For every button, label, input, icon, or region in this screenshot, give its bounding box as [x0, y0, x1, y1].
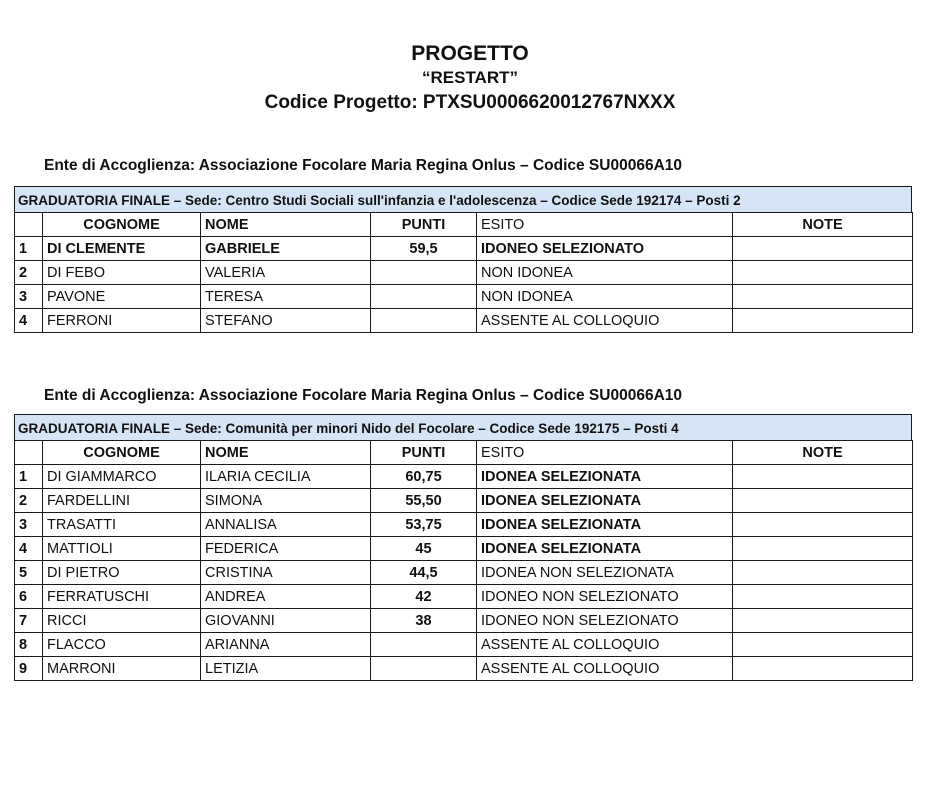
col-index-header: [15, 441, 43, 465]
row-index: 3: [15, 513, 43, 537]
ranking-banner-2: GRADUATORIA FINALE – Sede: Comunità per minori Nido del Focolare – Codice Sede 192175 – Posti 4: [14, 414, 912, 441]
cell-cognome: DI FEBO: [43, 261, 201, 285]
row-index: 7: [15, 609, 43, 633]
table-row: [15, 561, 913, 585]
cell-nome: VALERIA: [201, 261, 371, 285]
cell-punti: 45: [371, 537, 477, 561]
cell-note: [733, 309, 913, 333]
cell-esito: IDONEO NON SELEZIONATO: [477, 609, 733, 633]
cell-esito: IDONEA SELEZIONATA: [477, 537, 733, 561]
cell-esito: IDONEO NON SELEZIONATO: [477, 585, 733, 609]
row-index: 2: [15, 261, 43, 285]
cell-nome: STEFANO: [201, 309, 371, 333]
cell-punti: [371, 309, 477, 333]
cell-punti: 55,50: [371, 489, 477, 513]
table-row: [15, 465, 913, 489]
table-row: [15, 657, 913, 681]
cell-cognome: DI PIETRO: [43, 561, 201, 585]
col-note-header: NOTE: [733, 441, 913, 465]
cell-nome: GABRIELE: [201, 237, 371, 261]
cell-esito: IDONEA NON SELEZIONATA: [477, 561, 733, 585]
cell-note: [733, 513, 913, 537]
row-index: 9: [15, 657, 43, 681]
cell-cognome: FARDELLINI: [43, 489, 201, 513]
cell-punti: [371, 261, 477, 285]
cell-punti: 59,5: [371, 237, 477, 261]
cell-cognome: DI CLEMENTE: [43, 237, 201, 261]
col-esito-header: ESITO: [477, 213, 733, 237]
col-punti-header: PUNTI: [371, 441, 477, 465]
cell-nome: ANDREA: [201, 585, 371, 609]
cell-note: [733, 261, 913, 285]
cell-note: [733, 489, 913, 513]
cell-cognome: PAVONE: [43, 285, 201, 309]
table-row: [15, 309, 913, 333]
table-row: [15, 513, 913, 537]
cell-cognome: TRASATTI: [43, 513, 201, 537]
table-row: [15, 237, 913, 261]
cell-esito: NON IDONEA: [477, 261, 733, 285]
cell-note: [733, 465, 913, 489]
cell-punti: [371, 633, 477, 657]
cell-nome: CRISTINA: [201, 561, 371, 585]
table-row: [15, 489, 913, 513]
cell-punti: 44,5: [371, 561, 477, 585]
col-cognome-header: COGNOME: [43, 213, 201, 237]
cell-esito: IDONEA SELEZIONATA: [477, 489, 733, 513]
ranking-table-1: [14, 212, 913, 333]
cell-esito: ASSENTE AL COLLOQUIO: [477, 657, 733, 681]
ranking-banner-1: GRADUATORIA FINALE – Sede: Centro Studi Sociali sull'infanzia e l'adolescenza – Codice Sede 192174 – Posti 2: [14, 186, 912, 213]
table-row: [15, 261, 913, 285]
cell-cognome: FLACCO: [43, 633, 201, 657]
cell-note: [733, 561, 913, 585]
cell-note: [733, 285, 913, 309]
project-code: Codice Progetto: PTXSU0006620012767NXXX: [264, 92, 676, 113]
col-punti-header: PUNTI: [371, 213, 477, 237]
row-index: 1: [15, 237, 43, 261]
table-header-row: [15, 441, 913, 465]
row-index: 3: [15, 285, 43, 309]
project-name: “RESTART”: [421, 68, 518, 87]
cell-punti: 38: [371, 609, 477, 633]
row-index: 4: [15, 537, 43, 561]
row-index: 1: [15, 465, 43, 489]
cell-esito: ASSENTE AL COLLOQUIO: [477, 309, 733, 333]
cell-esito: NON IDONEA: [477, 285, 733, 309]
cell-nome: SIMONA: [201, 489, 371, 513]
col-nome-header: NOME: [201, 213, 371, 237]
cell-esito: IDONEO SELEZIONATO: [477, 237, 733, 261]
cell-esito: IDONEA SELEZIONATA: [477, 465, 733, 489]
row-index: 2: [15, 489, 43, 513]
table-row: [15, 585, 913, 609]
cell-note: [733, 609, 913, 633]
col-note-header: NOTE: [733, 213, 913, 237]
col-esito-header: ESITO: [477, 441, 733, 465]
ente-heading-2: Ente di Accoglienza: Associazione Focolare Maria Regina Onlus – Codice SU00066A10: [44, 387, 682, 404]
cell-punti: [371, 285, 477, 309]
ranking-table-2: [14, 440, 913, 681]
cell-punti: 53,75: [371, 513, 477, 537]
cell-cognome: DI GIAMMARCO: [43, 465, 201, 489]
cell-nome: ARIANNA: [201, 633, 371, 657]
table-row: [15, 633, 913, 657]
cell-cognome: RICCI: [43, 609, 201, 633]
cell-note: [733, 537, 913, 561]
row-index: 4: [15, 309, 43, 333]
cell-note: [733, 657, 913, 681]
cell-nome: GIOVANNI: [201, 609, 371, 633]
cell-note: [733, 633, 913, 657]
cell-note: [733, 585, 913, 609]
table-row: [15, 537, 913, 561]
cell-nome: TERESA: [201, 285, 371, 309]
cell-cognome: MATTIOLI: [43, 537, 201, 561]
cell-punti: 42: [371, 585, 477, 609]
cell-cognome: FERRONI: [43, 309, 201, 333]
cell-punti: 60,75: [371, 465, 477, 489]
col-index-header: [15, 213, 43, 237]
cell-esito: ASSENTE AL COLLOQUIO: [477, 633, 733, 657]
col-nome-header: NOME: [201, 441, 371, 465]
document-title: PROGETTO: [411, 42, 529, 65]
ente-heading-1: Ente di Accoglienza: Associazione Focolare Maria Regina Onlus – Codice SU00066A10: [44, 157, 682, 174]
table-header-row: [15, 213, 913, 237]
cell-cognome: FERRATUSCHI: [43, 585, 201, 609]
row-index: 6: [15, 585, 43, 609]
cell-cognome: MARRONI: [43, 657, 201, 681]
row-index: 8: [15, 633, 43, 657]
cell-note: [733, 237, 913, 261]
table-row: [15, 285, 913, 309]
cell-esito: IDONEA SELEZIONATA: [477, 513, 733, 537]
cell-punti: [371, 657, 477, 681]
cell-nome: LETIZIA: [201, 657, 371, 681]
table-row: [15, 609, 913, 633]
cell-nome: ANNALISA: [201, 513, 371, 537]
col-cognome-header: COGNOME: [43, 441, 201, 465]
cell-nome: ILARIA CECILIA: [201, 465, 371, 489]
cell-nome: FEDERICA: [201, 537, 371, 561]
row-index: 5: [15, 561, 43, 585]
